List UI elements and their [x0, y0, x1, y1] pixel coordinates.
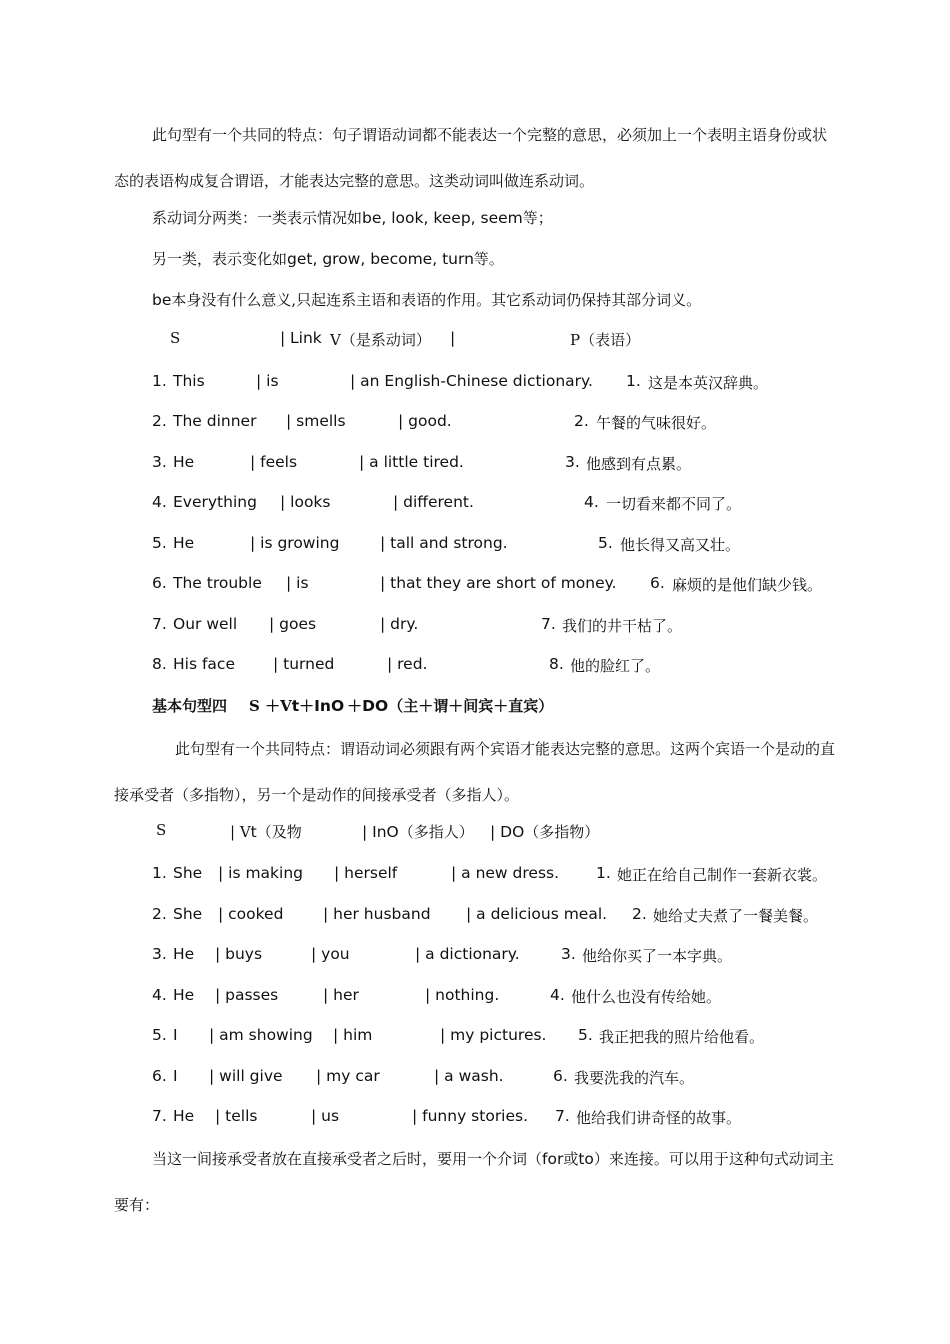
example-subject: Our well [173, 615, 238, 633]
example-direct-object: | my pictures. [440, 1026, 547, 1044]
section-title-t: t [291, 697, 300, 715]
ditransitive-example-row [0, 864, 950, 888]
link-example-row [0, 493, 950, 517]
ditransitive-example-row [0, 905, 950, 929]
example-subject: Everything [173, 493, 257, 511]
section-title-plus-1: ＋ [299, 697, 315, 715]
example-verb: | tells [215, 1107, 258, 1125]
example-subject: He [173, 534, 195, 552]
translation-number: 5. [578, 1026, 593, 1044]
ditrans-header-do: | DO [490, 823, 525, 841]
example-verb: | will give [209, 1067, 283, 1085]
classes-line-1-text: 系动词分两类：一类表示情况如 [152, 209, 363, 227]
example-translation: 他给你买了一本字典。 [582, 947, 733, 965]
example-subject: He [173, 1107, 195, 1125]
example-translation: 她正在给自己制作一套新衣裳。 [617, 866, 828, 884]
example-predicative: | different. [393, 493, 474, 511]
example-subject: The dinner [173, 412, 257, 430]
example-indirect-object: | us [311, 1107, 340, 1125]
example-number: 7. [152, 615, 167, 633]
example-verb: | cooked [218, 905, 284, 923]
example-translation: 麻烦的是他们缺少钱。 [672, 576, 823, 594]
link-example-row [0, 615, 950, 639]
example-number: 8. [152, 655, 167, 673]
classes-line-3-be: be [152, 291, 172, 309]
example-predicative: | dry. [380, 615, 419, 633]
section-title-formula-start: S ＋V [249, 697, 292, 715]
classes-line-1-end: 等； [522, 209, 553, 227]
example-subject: He [173, 986, 195, 1004]
example-direct-object: | a dictionary. [415, 945, 520, 963]
example-direct-object: | a wash. [434, 1067, 504, 1085]
translation-number: 1. [596, 864, 611, 882]
ditransitive-header [0, 821, 950, 845]
example-translation: 我们的井干枯了。 [562, 617, 683, 635]
intro-paragraph-line-1: 此句型有一个共同的特点：句子谓语动词都不能表达一个完整的意思，必须加上一个表明主语身份或状 [152, 126, 828, 144]
example-translation: 他什么也没有传给她。 [571, 988, 722, 1006]
translation-number: 7. [541, 615, 556, 633]
example-verb: | is [286, 574, 309, 592]
example-subject: He [173, 945, 195, 963]
closing-text-1: 当这一间接承受者放在直接承受者之后时，要用一个介词（ [152, 1150, 543, 1168]
section-title-ino: InO [314, 697, 345, 715]
translation-number: 3. [565, 453, 580, 471]
example-subject: He [173, 453, 195, 471]
link-verb-header [0, 329, 950, 353]
ditrans-header-ino: | InO [362, 823, 399, 841]
ditrans-header-ino-gloss: （多指人） [398, 823, 474, 841]
translation-number: 6. [553, 1067, 568, 1085]
example-number: 2. [152, 905, 167, 923]
ditrans-header-v: | V [230, 823, 251, 841]
classes-line-3-text: 本身没有什么意义,只起连系主语和表语的作用。其它系动词仍保持其部分词义。 [171, 291, 702, 309]
section-paragraph-line-1: 此句型有一个共同特点：谓语动词必须跟有两个宾语才能表达完整的意思。这两个宾语一个是动的直 [175, 740, 836, 758]
classes-line-1 [152, 207, 553, 228]
example-subject: She [173, 864, 203, 882]
example-number: 2. [152, 412, 167, 430]
translation-number: 1. [626, 372, 641, 390]
example-number: 4. [152, 493, 167, 511]
closing-for: for [542, 1150, 564, 1168]
classes-line-1-words: be, look, keep, seem [362, 209, 523, 227]
example-verb: | am showing [209, 1026, 313, 1044]
ditrans-header-do-gloss: （多指物） [524, 823, 600, 841]
link-example-row [0, 412, 950, 436]
link-header-bar-2: | [450, 329, 456, 347]
ditrans-header-t: t [250, 823, 257, 841]
example-translation: 这是本英汉辞典。 [648, 374, 769, 392]
translation-number: 6. [650, 574, 665, 592]
intro-paragraph-line-2: 态的表语构成复合谓语，才能表达完整的意思。这类动词叫做连系动词。 [114, 172, 595, 190]
link-header-v: V（是系动词） [330, 331, 431, 349]
example-verb: | is making [218, 864, 304, 882]
example-subject: This [173, 372, 205, 390]
closing-line-1 [152, 1148, 834, 1169]
section-paragraph-line-2: 接承受者（多指物），另一个是动作的间接承受者（多指人）。 [114, 786, 520, 804]
ditrans-header-s: S [156, 821, 167, 839]
example-indirect-object: | herself [334, 864, 398, 882]
example-translation: 他感到有点累。 [586, 455, 692, 473]
example-indirect-object: | my car [316, 1067, 380, 1085]
translation-number: 2. [574, 412, 589, 430]
example-direct-object: | nothing. [425, 986, 500, 1004]
section-title-label: 基本句型四 [152, 697, 228, 715]
example-translation: 我要洗我的汽车。 [574, 1069, 695, 1087]
example-predicative: | a little tired. [359, 453, 464, 471]
example-subject: His face [173, 655, 235, 673]
example-number: 5. [152, 534, 167, 552]
example-indirect-object: | him [333, 1026, 373, 1044]
section-title-gloss: （主＋谓＋间宾＋直宾） [388, 697, 554, 715]
link-header-link: Link [290, 329, 322, 347]
example-verb: | looks [280, 493, 331, 511]
example-number: 6. [152, 1067, 167, 1085]
example-translation: 她给丈夫煮了一餐美餐。 [653, 907, 819, 925]
example-verb: | passes [215, 986, 279, 1004]
example-indirect-object: | her [323, 986, 359, 1004]
link-example-row [0, 372, 950, 396]
example-translation: 他的脸红了。 [570, 657, 661, 675]
classes-line-2-text: 另一类，表示变化如 [152, 250, 288, 268]
classes-line-2-words: get, grow, become, turn [287, 250, 474, 268]
example-translation: 一切看来都不同了。 [606, 495, 742, 513]
ditransitive-example-row [0, 1026, 950, 1050]
example-translation: 他给我们讲奇怪的故事。 [576, 1109, 742, 1127]
example-subject: I [173, 1067, 178, 1085]
translation-number: 4. [550, 986, 565, 1004]
section-title-do: DO [362, 697, 389, 715]
example-predicative: | an English-Chinese dictionary. [350, 372, 593, 390]
link-example-row [0, 655, 950, 679]
example-indirect-object: | you [311, 945, 350, 963]
closing-to: to [578, 1150, 594, 1168]
translation-number: 4. [584, 493, 599, 511]
link-example-row [0, 453, 950, 477]
example-verb: | turned [273, 655, 335, 673]
link-header-bar-1: | [280, 329, 286, 347]
closing-line-2: 要有： [114, 1196, 160, 1214]
ditrans-header-ino-group [362, 821, 474, 842]
ditransitive-example-row [0, 986, 950, 1010]
example-verb: | goes [269, 615, 317, 633]
section-title [152, 695, 553, 716]
example-number: 1. [152, 864, 167, 882]
example-number: 5. [152, 1026, 167, 1044]
example-predicative: | tall and strong. [380, 534, 508, 552]
example-subject: The trouble [173, 574, 262, 592]
ditransitive-example-row [0, 1067, 950, 1091]
example-direct-object: | a new dress. [451, 864, 560, 882]
link-example-row [0, 534, 950, 558]
translation-number: 2. [632, 905, 647, 923]
link-header-p: P（表语） [570, 331, 641, 349]
example-verb: | buys [215, 945, 263, 963]
example-subject: She [173, 905, 203, 923]
classes-line-2-end: 等。 [473, 250, 504, 268]
example-translation: 午餐的气味很好。 [596, 414, 717, 432]
ditransitive-example-row [0, 945, 950, 969]
example-number: 3. [152, 453, 167, 471]
translation-number: 3. [561, 945, 576, 963]
example-number: 4. [152, 986, 167, 1004]
translation-number: 5. [598, 534, 613, 552]
example-translation: 我正把我的照片给他看。 [599, 1028, 765, 1046]
classes-line-2 [152, 248, 504, 269]
translation-number: 7. [555, 1107, 570, 1125]
link-example-row [0, 574, 950, 598]
closing-text-2: ）来连接。可以用于这种句式动词主 [593, 1150, 834, 1168]
example-translation: 他长得又高又壮。 [620, 536, 741, 554]
section-title-plus-2: ＋ [347, 697, 363, 715]
example-direct-object: | a delicious meal. [466, 905, 608, 923]
example-predicative: | that they are short of money. [380, 574, 617, 592]
example-verb: | is [256, 372, 279, 390]
example-verb: | smells [286, 412, 346, 430]
example-direct-object: | funny stories. [412, 1107, 529, 1125]
classes-line-3 [152, 289, 701, 310]
example-verb: | is growing [250, 534, 340, 552]
example-predicative: | good. [398, 412, 452, 430]
example-number: 7. [152, 1107, 167, 1125]
example-number: 1. [152, 372, 167, 390]
ditrans-header-v-gloss: （及物 [256, 823, 302, 841]
ditrans-header-verb [230, 821, 302, 842]
example-number: 6. [152, 574, 167, 592]
example-number: 3. [152, 945, 167, 963]
closing-or: 或 [563, 1150, 579, 1168]
example-verb: | feels [250, 453, 298, 471]
ditransitive-example-row [0, 1107, 950, 1131]
example-subject: I [173, 1026, 178, 1044]
example-predicative: | red. [387, 655, 428, 673]
ditrans-header-do-group [490, 821, 599, 842]
example-indirect-object: | her husband [323, 905, 431, 923]
link-header-s: S [170, 329, 181, 347]
translation-number: 8. [549, 655, 564, 673]
